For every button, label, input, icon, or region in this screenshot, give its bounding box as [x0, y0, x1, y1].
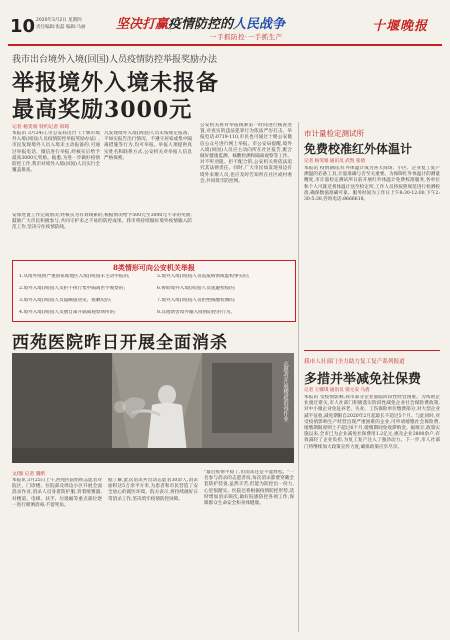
- photo-story-body-1: 本报讯 3月25日上午,西苑医院组织志愿者对院区、门诊楼、住院部及周边小区开展全面消杀作业,消杀人员身着防护服,背着喷雾器,对楼道、电梯、扶手、垃圾桶等重点部位逐一进行喷洒消毒,不留死角。: [12, 478, 102, 508]
- editor-line: 责任编辑:张磊 编辑:马丽: [36, 25, 86, 30]
- cases-item: 5.境外入境(回国)人员谎报病情或虚构事实的;: [157, 274, 250, 279]
- lead-right-column: 公安机关将对举报线索第一时间进行核查处置,对查实的违法犯罪行为依法严厉打击。举报电话:0719-110,市民也可通过十堰公安微信公众号进行网上举报。市公安局提醒,境外入境(回国)人员应主动向所在社区报告,配合做好健康监测、核酸检测和隔离观察等工作。对不听劝阻、拒不配合的,公安机关将依法追究其法律责任。同时,广大市民如发现身边有境外来堰人员,也应及时告知所在社区或村委会,共同筑牢防控网。: [200, 123, 292, 184]
- date-line: 2020年3月2日 星期四: [36, 18, 82, 23]
- photo-scene: [12, 353, 294, 463]
- sidebar-top-byline: 记者 杨雯娟 通讯员 武凯 张倩: [304, 159, 365, 164]
- sidebar-bottom-kicker: 我市人社部门全力助力复工复产系列报道: [304, 359, 405, 365]
- cases-box-title: 8类情形可向公安机关举报: [113, 263, 195, 272]
- cases-item: 2.境外入境(回国)人员拒不执行集中隔离医学观察的;: [19, 286, 125, 291]
- lead-headline-2: 最高奖励3000元: [12, 97, 193, 123]
- cases-box: [12, 260, 296, 322]
- lead-body-1: 本报讯 3月24日,市公安局出台《十堰市境外入境(回国)人员疫情防控举报奖励办法》,市民发现境外人员入境未主动报备的,可通过举报电话、微信进行举报,经核实后给予最高3000元奖励。据悉,为进一步做好疫情防控工作,我市对境外入境(回国)人员实行全覆盖排查。: [12, 131, 100, 174]
- masthead-slogan: [116, 13, 285, 32]
- masthead: [0, 0, 450, 46]
- lead-body-3: 安保处置工作完成情况,经核实为有效线索的,根据情况给予500元至3000元不等的奖励,鼓励广大市民积极参与,共同守护来之不易的防控成果。我市将持续做好境外疫情输入防范工作,坚决守住疫情防线。: [12, 213, 192, 231]
- sidebar-top-kicker: 市计量检定测试所: [304, 129, 364, 138]
- cases-item: 4.境外入境(回国)人员擅自离开隔离观察场所的;: [19, 310, 116, 315]
- lead-headline-1: 举报境外入境未报备: [12, 70, 220, 96]
- cases-list-left: [19, 274, 151, 322]
- photo-story-byline: 文/图 记者 魏昕: [12, 472, 46, 477]
- sidebar-divider: [304, 350, 440, 351]
- lead-byline: 记者 杨雯娟 特约记者 韩筠: [12, 125, 70, 130]
- story-photo: [12, 353, 294, 463]
- cases-item: 7.境外入境(回国)人员拒绝核酸检测的;: [157, 298, 236, 303]
- slogan-part-a: 坚决打赢: [116, 17, 169, 32]
- sidebar-bottom-byline: 记者 王娜琪 通讯员 梁元安 马倩: [304, 388, 370, 393]
- photo-story-body-2: 据了解,此次消杀共出动志愿者30余人,消杀面积达5万余平方米,为患者和市民营造了安全放心的就医环境。院方表示,将持续做好日常消杀工作,坚决筑牢疫情防控屏障。: [108, 478, 198, 502]
- cases-item: 1.从境外疫情严重国家或地区入境(回国)未主动申报的;: [19, 274, 130, 279]
- photo-story-headline: 西苑医院昨日开展全面消杀: [12, 333, 228, 353]
- slogan-part-b: 疫情防控的: [168, 17, 234, 32]
- cases-item: 6.协助境外入境(回国)人员逃避检疫的;: [157, 286, 236, 291]
- masthead-rule: [8, 44, 442, 46]
- sidebar-top-body: 本报讯 疫情期间,红外体温计成为各大商场、小区、企业复工复产测温的必备工具,计量准确与否至关重要。为保障红外体温计的测量精度,市计量检定测试所日前开展红外体温计免费校准服务,各单位和个人可就近将体温计送至检定所,工作人员将按照规范进行检测校准,确保数值准确可靠。服务时间为工作日上午8:30-12:00,下午2:30-5:30,咨询电话:8666618。: [304, 166, 440, 203]
- sub-slogan: 一手抓防控·一手抓生产: [210, 33, 283, 41]
- lead-kicker: 我市出台境外入境(回国)人员疫情防控举报奖励办法: [12, 55, 218, 65]
- slogan-part-c: 人民战争: [233, 17, 286, 32]
- photo-story-body-3: "最近疫情平稳了,但消杀还是不能放松。"一名参与消杀的志愿者说,每次消杀都要穿戴全套防护装备,虽然辛苦,但能为防控出一份力,心里很踏实。医院还将根据疫情防控形势,适时增加消杀频次,做好院感防控各项工作,保障群众生命安全和身体健康。: [204, 470, 294, 507]
- page-number: 10: [10, 16, 36, 37]
- sidebar-bottom-headline: 多措并举减免社保费: [304, 372, 422, 387]
- column-divider: [298, 122, 299, 632]
- lead-body-2: 凡发现境外入境(回国)人员未按规定报备、不如实报告出行情况、不遵守居家或集中隔离措施等行为,均可举报。举报人须提供真实姓名和联系方式,公安机关对举报人信息严格保密。: [104, 131, 192, 161]
- cases-list-right: [157, 274, 289, 322]
- cases-item: 3.境外入境(回国)人员隐瞒旅居史、接触史的;: [19, 298, 112, 303]
- cases-item: 8.其他妨害境外输入疫情防控的行为。: [157, 310, 235, 315]
- photo-caption: 志愿者开展楼道消毒作业: [282, 361, 288, 422]
- sidebar-top-headline: 免费校准红外体温计: [304, 142, 413, 156]
- brand-logo: 十堰晚报: [372, 19, 429, 34]
- sidebar-bottom-body: 本报讯 受疫情影响,我市部分企业面临阶段性经营困难。为帮助企业渡过难关,市人社部门积极落实阶段性减免企业社会保险费政策,对中小微企业免征养老、失业、工伤保险单位缴费部分,对大型企业减半征收,减免期限自2020年2月起最长不超过5个月。与此同时,对受疫情影响生产经营出现严重困难的企业,可申请缓缴社会保险费,缓缴期限原则上不超过6个月,缓缴期间免收滞纳金。据统计,政策实施以来,全市已为企业减免社保费用1.2亿元,惠及企业3800余户,有效减轻了企业负担,为复工复产注入了强劲动力。下一步,市人社部门将继续加大政策宣传力度,确保政策应享尽享。: [304, 395, 440, 450]
